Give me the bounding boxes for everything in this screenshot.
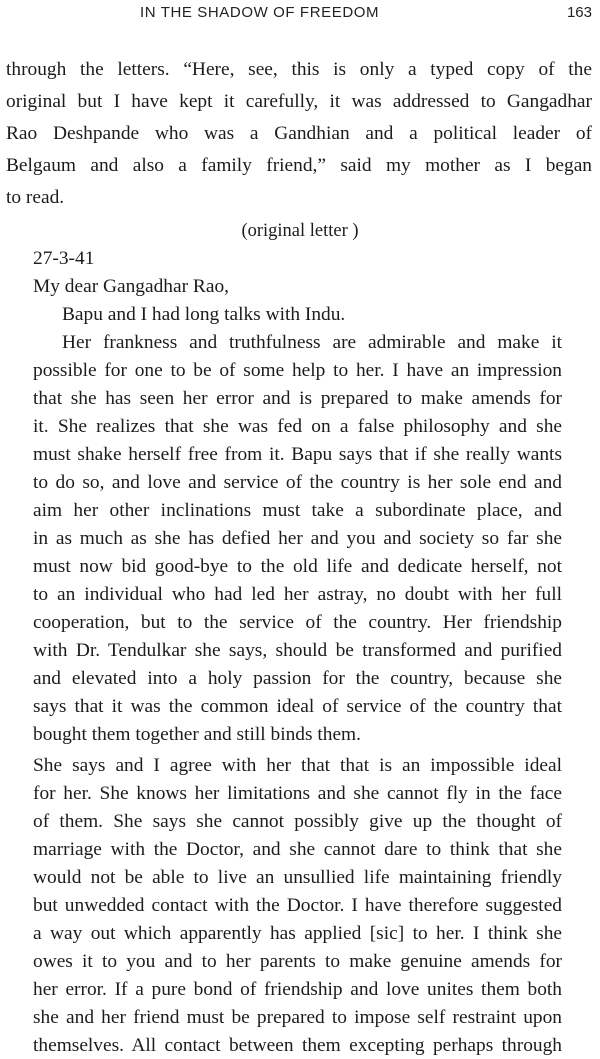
text-line: in as much as she has defied her and you and society so far she bbox=[33, 528, 562, 549]
letter-salutation: My dear Gangadhar Rao, bbox=[33, 276, 229, 297]
text-line: Her frankness and truthfulness are admirable and make it bbox=[62, 332, 562, 353]
running-head bbox=[0, 4, 600, 24]
page-number: 163 bbox=[566, 4, 592, 21]
text-line: aim her other inclinations must take a subordinate place, and bbox=[33, 500, 562, 521]
text-line: possible for one to be of some help to her. I have an impression bbox=[33, 360, 562, 381]
running-title: IN THE SHADOW OF FREEDOM bbox=[140, 4, 380, 21]
text-line: cooperation, but to the service of the country. Her friendship bbox=[33, 612, 562, 633]
text-line: for her. She knows her limitations and she cannot fly in the face bbox=[33, 783, 562, 804]
letter-date: 27-3-41 bbox=[33, 248, 95, 269]
text-line: she and her friend must be prepared to impose self restraint upon bbox=[33, 1007, 562, 1028]
text-line: bought them together and still binds them. bbox=[33, 724, 361, 745]
text-line: says that it was the common ideal of service of the country that bbox=[33, 696, 562, 717]
text-line: She says and I agree with her that that is an impossible ideal bbox=[33, 755, 562, 776]
text-line: that she has seen her error and is prepared to make amends for bbox=[33, 388, 562, 409]
text-line: Rao Deshpande who was a Gandhian and a political leader of bbox=[6, 123, 592, 144]
text-line: with Dr. Tendulkar she says, should be transformed and purified bbox=[33, 640, 562, 661]
text-line: a way out which apparently has applied [sic] to her. I think she bbox=[33, 923, 562, 944]
text-line: Belgaum and also a family friend,” said my mother as I began bbox=[6, 155, 592, 176]
text-line: original but I have kept it carefully, it was addressed to Gangadhar bbox=[6, 91, 592, 112]
letter-caption: (original letter ) bbox=[241, 221, 359, 241]
text-line: her error. If a pure bond of friendship and love unites them both bbox=[33, 979, 562, 1000]
text-line: marriage with the Doctor, and she cannot dare to think that she bbox=[33, 839, 562, 860]
text-line: to read. bbox=[6, 187, 65, 208]
text-line: to an individual who had led her astray, no doubt with her full bbox=[33, 584, 562, 605]
text-line: must shake herself free from it. Bapu says that if she really wants bbox=[33, 444, 562, 465]
text-line: owes it to you and to her parents to make genuine amends for bbox=[33, 951, 562, 972]
text-line: and elevated into a holy passion for the country, because she bbox=[33, 668, 562, 689]
text-line: but unwedded contact with the Doctor. I have therefore suggested bbox=[33, 895, 562, 916]
text-line: through the letters. “Here, see, this is only a typed copy of the bbox=[6, 59, 592, 80]
text-line: themselves. All contact between them excepting perhaps through bbox=[33, 1035, 562, 1056]
text-line: must now bid good-bye to the old life and dedicate herself, not bbox=[33, 556, 562, 577]
text-line: would not be able to live an unsullied life maintaining friendly bbox=[33, 867, 562, 888]
text-line: of them. She says she cannot possibly give up the thought of bbox=[33, 811, 562, 832]
letter-opening-line: Bapu and I had long talks with Indu. bbox=[62, 304, 346, 325]
text-line: to do so, and love and service of the country is her sole end and bbox=[33, 472, 562, 493]
text-line: it. She realizes that she was fed on a false philosophy and she bbox=[33, 416, 562, 437]
